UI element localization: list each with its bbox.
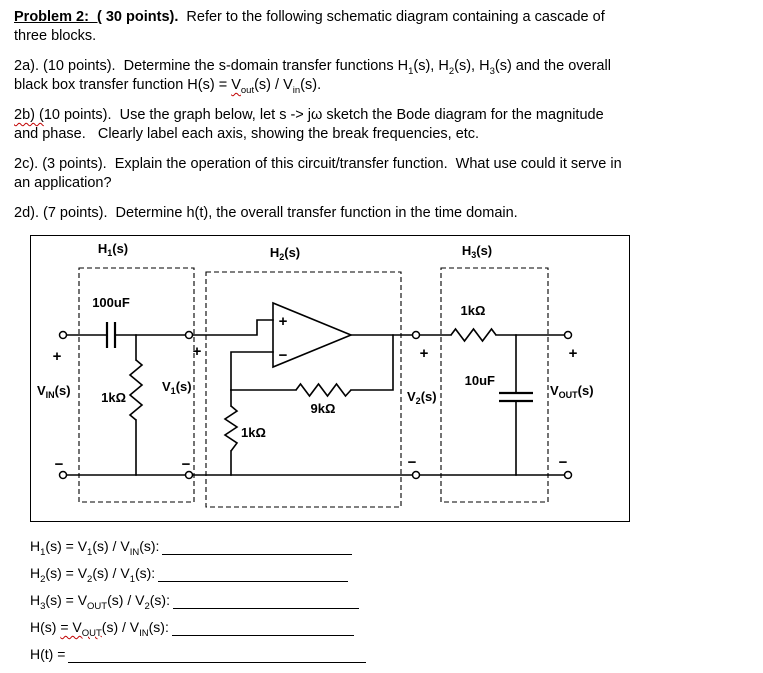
plus-sign-input: + — [52, 348, 62, 365]
cap-c1-value: 100uF — [92, 295, 130, 310]
vin-label: $V_{IN}(s)$ — [37, 383, 71, 400]
q2a-formula-pre: black box transfer function H(s) = — [14, 77, 232, 93]
answer-line-h — [30, 619, 749, 639]
resistor-r1-value: 1kΩ — [101, 390, 126, 405]
minus-sign-v2: − — [407, 454, 417, 471]
title-line-1 — [14, 8, 749, 27]
capacitor-c2 — [499, 393, 533, 401]
answer-label-h-pre: H(s) — [30, 619, 61, 635]
block2-label: $H_2(s)$ — [269, 245, 301, 262]
answer-label-ht: H(t) = — [30, 646, 66, 662]
opamp-minus-input: − — [278, 347, 288, 364]
circuit-diagram — [31, 236, 629, 521]
capacitor-c1 — [107, 322, 115, 348]
terminal-v1-top — [186, 332, 193, 339]
answer-blank-h1 — [162, 541, 352, 555]
terminal-vout-bottom — [565, 472, 572, 479]
question-2a — [14, 57, 749, 95]
question-2d — [14, 204, 749, 223]
minus-sign-v1: − — [181, 456, 191, 473]
plus-sign-v2: + — [419, 345, 429, 362]
resistor-rf-value: 9kΩ — [310, 401, 336, 416]
resistor-r2 — [225, 406, 237, 451]
answer-label-h-post: $(s) / V_{IN}(s)$: — [101, 619, 169, 639]
plus-sign-vout: + — [568, 345, 578, 362]
answer-line-ht — [30, 646, 749, 662]
title-rest: Refer to the following schematic diagram containing a cascade of — [178, 9, 605, 25]
answer-line-h1 — [30, 538, 749, 558]
vout-label: $V_{OUT}(s)$ — [550, 383, 594, 400]
v2-label: $V_2(s)$ — [407, 389, 437, 406]
answer-line-h2 — [30, 565, 749, 585]
resistor-r3 — [451, 329, 496, 341]
answer-section — [30, 538, 749, 662]
question-2c — [14, 155, 749, 193]
q2a-formula-post: $(s) / V_{in}(s)$. — [254, 77, 322, 96]
title-line-2: three blocks. — [14, 28, 97, 44]
block3-label: $H_3(s)$ — [461, 243, 493, 260]
resistor-r2-value: 1kΩ — [241, 425, 266, 440]
cap-c2-value: 10uF — [464, 373, 495, 388]
title-underlined: Problem 2: ( — [14, 9, 102, 25]
terminal-vout-top — [565, 332, 572, 339]
minus-sign-vout: − — [558, 454, 568, 471]
q2a-line-1: 2a). (10 points). Determine the s-domain transfer functions $H_1(s)$, $H_2(s)$, $H_3(s)$ and the overall — [14, 58, 611, 77]
answer-blank-ht — [68, 649, 366, 663]
q2a-vout-misspell: $V_{out}$ — [231, 77, 255, 96]
answer-line-h3 — [30, 592, 749, 612]
problem-title — [14, 8, 749, 46]
resistor-r3-value: 1kΩ — [460, 303, 486, 318]
answer-blank-h3 — [173, 595, 359, 609]
minus-sign-input: − — [54, 456, 64, 473]
terminal-v2-bottom — [413, 472, 420, 479]
v1-label: $V_1(s)$ — [162, 379, 192, 396]
q2b-label-misspell: 2b) ( — [14, 107, 44, 123]
answer-label-h-misspell: = $V_{OUT}$ — [60, 619, 102, 639]
plus-sign-v1: + — [192, 343, 202, 360]
q2a-line-2 — [14, 76, 749, 95]
terminal-v2-top — [413, 332, 420, 339]
answer-label-h3: $H_3(s) = V_{OUT}(s) / V_2(s)$: — [30, 592, 170, 612]
answer-blank-h2 — [158, 568, 348, 582]
resistor-rf — [296, 384, 351, 396]
q2c-line-2: an application? — [14, 175, 112, 191]
q2b-text: 10 points). Use the graph below, let s -> jω sketch the Bode diagram for the magnitude — [43, 107, 604, 123]
answer-label-h2: $H_2(s) = V_2(s) / V_1(s)$: — [30, 565, 156, 585]
answer-label-h1: $H_1(s) = V_1(s) / V_{IN}(s)$: — [30, 538, 160, 558]
q2d-line-1: 2d). (7 points). Determine h(t), the overall transfer function in the time domain. — [14, 205, 518, 221]
wires — [67, 320, 565, 475]
question-2b — [14, 106, 749, 144]
answer-blank-h — [172, 622, 354, 636]
q2c-line-1: 2c). (3 points). Explain the operation of this circuit/transfer function. What use could it serve in — [14, 156, 622, 172]
circuit-frame — [30, 235, 630, 522]
q2b-line-2: and phase. Clearly label each axis, showing the break frequencies, etc. — [14, 126, 480, 142]
title-points: 30 points). — [101, 9, 179, 25]
block1-label: $H_1(s)$ — [97, 241, 129, 258]
terminal-input-top — [60, 332, 67, 339]
resistor-r1 — [130, 360, 142, 420]
q2b-line-1 — [14, 106, 749, 125]
opamp-plus-input: + — [278, 313, 288, 330]
